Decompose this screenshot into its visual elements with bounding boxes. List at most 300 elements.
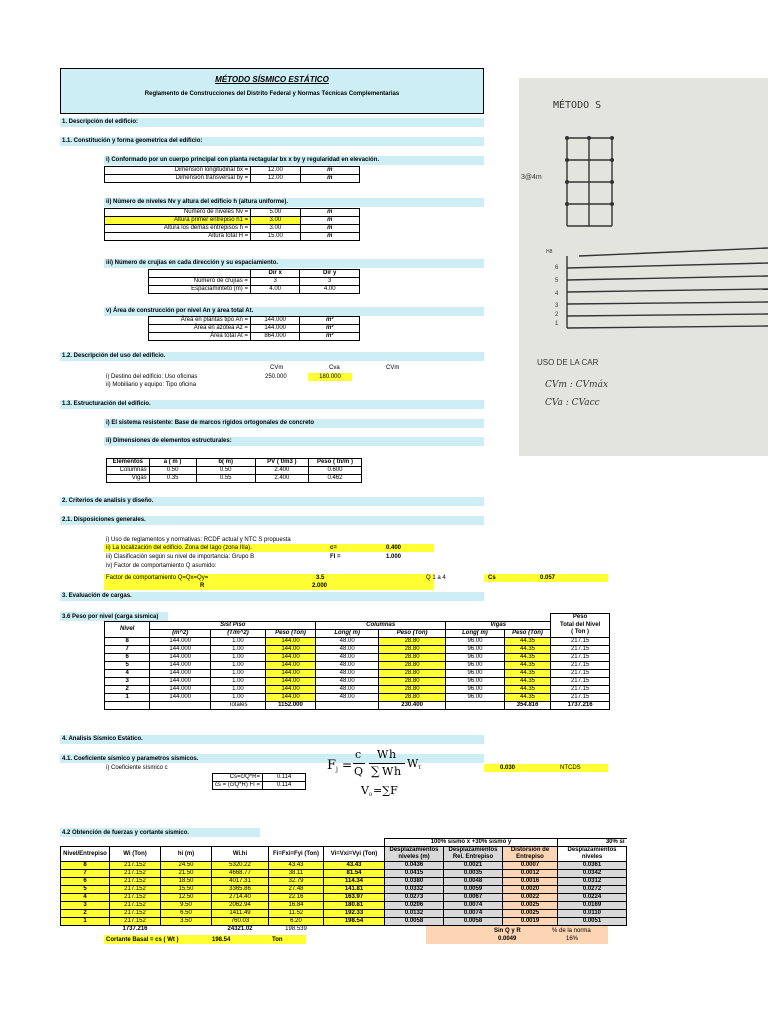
- fuerzas-cell: 3: [61, 902, 110, 910]
- elementos-table: [106, 458, 362, 483]
- elem-cell: 0.50: [149, 467, 196, 475]
- cortante-value: 198.54: [212, 937, 231, 943]
- peso-cell: 144.000: [150, 693, 211, 701]
- fuerzas-cell: 0.0019: [503, 918, 558, 926]
- peso-cell: 28.80: [379, 645, 446, 653]
- cva-value: 180.000: [308, 373, 352, 381]
- peso-cell: 217.15: [551, 677, 610, 685]
- peso-cell: 96.00: [446, 677, 505, 685]
- crujias-head: Dir y: [300, 270, 360, 278]
- table-row: [105, 693, 610, 701]
- area-value: 144.000: [250, 325, 299, 333]
- fuerzas-head-cell: hi (m): [161, 847, 212, 862]
- table-row: [149, 286, 360, 294]
- long-head: Long( m): [446, 629, 505, 637]
- fuerzas-head-cell: Wi.hi: [212, 847, 269, 862]
- section-1-2: 1.2. Descripción del uso del edificio.: [60, 352, 484, 361]
- table-row: [105, 629, 610, 637]
- table-row: [105, 669, 610, 677]
- formula-t: T: [418, 765, 422, 771]
- fuerzas-cell: 217.152: [110, 894, 161, 902]
- level-label: Numero de niveles Nv =: [105, 209, 251, 217]
- peso-cell: 96.00: [446, 653, 505, 661]
- peso-cell: 144.000: [150, 685, 211, 693]
- table-row: [105, 209, 360, 217]
- dim-label: Dimensión transversal by =: [105, 175, 251, 183]
- fuerzas-cell: 21.50: [161, 870, 212, 878]
- dim-label: Dimensión longitudinal bx =: [105, 167, 251, 175]
- fuerzas-cell: 0.0169: [558, 902, 627, 910]
- elem-cell: Columnas: [107, 467, 150, 475]
- table-row: [61, 878, 627, 886]
- peso-cell: 144.00: [265, 669, 316, 677]
- fuerzas-cell: 2: [61, 910, 110, 918]
- table-row: [105, 175, 360, 183]
- q-range: Q 1 a 4: [426, 575, 446, 581]
- elem-head: Peso ( tn/m ): [308, 459, 361, 467]
- fuerzas-head-cell: Distorsión de Entrepiso: [503, 847, 558, 862]
- elem-cell: 0.35: [149, 475, 196, 483]
- fuerzas-cell: 4: [61, 894, 110, 902]
- table-row: [213, 774, 306, 782]
- elem-head: PV ( t/m3 ): [255, 459, 308, 467]
- section-4: 4. Analisis Sísmico Estático.: [60, 735, 484, 744]
- peso-cell: 144.000: [150, 653, 211, 661]
- fuerzas-cell: 43.43: [324, 862, 385, 870]
- peso-cell: 44.35: [504, 661, 550, 669]
- area-unit: m²: [300, 325, 360, 333]
- photo-text-h8: H8: [546, 249, 553, 255]
- section-1-1-iii: iii) Número de crujías en cada dirección y su espaciamiento.: [104, 259, 484, 268]
- fuerzas-cell: 198.54: [324, 918, 385, 926]
- peso-cell: 217.15: [551, 685, 610, 693]
- fuerzas-cell: 4017.31: [212, 878, 269, 886]
- table-row: [61, 918, 627, 926]
- peso-head: Peso: [551, 614, 610, 622]
- formula-h: h: [389, 748, 397, 761]
- fuerzas-cell: 217.152: [110, 878, 161, 886]
- peso-cell: 1.00: [211, 677, 266, 685]
- table-row: [149, 333, 360, 341]
- tot-col: 230.400: [379, 701, 446, 709]
- section-4-1: 4.1. Coeficiente sísmico y parametros sísmicos.: [62, 756, 199, 762]
- nivel-head: Nivel: [105, 621, 150, 637]
- table-row: [105, 217, 360, 225]
- pesoton-head: Peso (Ton): [504, 629, 550, 637]
- fuerzas-cell: 141.81: [324, 886, 385, 894]
- fuerzas-cell: 0.0074: [444, 902, 503, 910]
- cva-head: Cva: [329, 365, 340, 371]
- fuerzas-cell: 2714.40: [212, 894, 269, 902]
- table-row: [61, 886, 627, 894]
- c-value: 0.400: [386, 545, 402, 551]
- peso-cell: 28.80: [379, 685, 446, 693]
- criterio-5: Factor de comportamiento Q=Qx=Qy=: [106, 575, 209, 581]
- sinq-value: 0.0049: [498, 936, 517, 942]
- elem-cell: 0.462: [308, 475, 361, 483]
- fuerzas-cell: 16.84: [269, 902, 324, 910]
- fuerzas-cell: 5320.22: [212, 862, 269, 870]
- formula-sum: ∑: [371, 764, 380, 778]
- table-row: [105, 661, 610, 669]
- fuerzas-cell: 0.0048: [444, 878, 503, 886]
- formula-w2: W: [382, 765, 394, 778]
- cortante-unit: Ton: [272, 937, 283, 943]
- table-row: [149, 278, 360, 286]
- cs-value: 0.057: [540, 575, 556, 581]
- dims-table: [104, 166, 360, 183]
- fuerzas-cell: 0.0132: [385, 910, 444, 918]
- fuerzas-cell: 760.03: [212, 918, 269, 926]
- fuerzas-cell: 5: [61, 886, 110, 894]
- title-box: [60, 68, 484, 114]
- photo-level-1: 1: [555, 321, 559, 327]
- photo-level-4: 4: [555, 291, 559, 297]
- elem-cell: 2.400: [255, 475, 308, 483]
- fuerzas-cell: 0.0342: [558, 870, 627, 878]
- peso-cell: 144.000: [150, 661, 211, 669]
- peso-cell: 48.00: [316, 693, 379, 701]
- fuerzas-cell: 32.79: [269, 878, 324, 886]
- photo-text-cvm: CVm : CVmáx: [545, 380, 609, 390]
- fuerzas-cell: 217.152: [110, 886, 161, 894]
- area-value: 144.000: [250, 317, 299, 325]
- peso-cell: 1: [105, 693, 150, 701]
- peso-cell: 48.00: [316, 685, 379, 693]
- coef-value: 0.030: [500, 765, 516, 771]
- peso-cell: 44.35: [504, 693, 550, 701]
- tot-wihi: 24321.02: [227, 926, 253, 932]
- table-row: [105, 677, 610, 685]
- dim-unit: m: [300, 167, 359, 175]
- peso-cell: 44.35: [504, 653, 550, 661]
- fuerzas-cell: 0.0020: [503, 886, 558, 894]
- level-value: 3.00: [251, 225, 300, 233]
- table-row: [107, 467, 362, 475]
- section-1: 1. Descripción del edificio:: [60, 118, 484, 127]
- dim-value: 12.00: [251, 175, 300, 183]
- peso-cell: 1.00: [211, 661, 266, 669]
- peso-cell: 2: [105, 685, 150, 693]
- table-row: [61, 894, 627, 902]
- photo-text-spacing: 3@4m: [521, 174, 542, 181]
- fuerzas-cell: 11.52: [269, 910, 324, 918]
- fuerzas-cell: 0.0067: [444, 894, 503, 902]
- peso-cell: 144.00: [265, 645, 316, 653]
- peso-cell: 1.00: [211, 685, 266, 693]
- fuerzas-cell: 0.0312: [558, 878, 627, 886]
- peso-cell: 217.15: [551, 661, 610, 669]
- fuerzas-head-cell: Nivel/Entrepiso: [61, 847, 110, 862]
- coef-val: 0.114: [263, 774, 306, 782]
- photo-level-5: 5: [555, 278, 559, 284]
- peso-cell: 28.80: [379, 693, 446, 701]
- fuerzas-cell: 0.0074: [444, 910, 503, 918]
- fuerzas-cell: 0.0035: [444, 870, 503, 878]
- peso-cell: 48.00: [316, 637, 379, 645]
- peso-cell: 144.000: [150, 645, 211, 653]
- peso-cell: 144.000: [150, 677, 211, 685]
- area-value: 864.000: [250, 333, 299, 341]
- fuerzas-cell: 114.34: [324, 878, 385, 886]
- peso-cell: 1.00: [211, 653, 266, 661]
- total-head: Total del Nivel: [551, 621, 610, 629]
- crujias-y: 3: [300, 278, 360, 286]
- peso-cell: 96.00: [446, 685, 505, 693]
- photo-level-2: 2: [555, 312, 559, 318]
- col-head: Columnas: [316, 621, 446, 629]
- peso-cell: 28.80: [379, 669, 446, 677]
- section-4-2: 4.2 Obtención de fuerzas y cortante sísmico.: [62, 830, 190, 836]
- fuerzas-cell: 0.0415: [385, 870, 444, 878]
- fuerzas-cell: 163.97: [324, 894, 385, 902]
- fuerzas-cell: 0.0051: [558, 918, 627, 926]
- table-row: [105, 167, 360, 175]
- c-label: c=: [330, 545, 337, 551]
- section-1-3-ii: ii) Dimensiones de elementos estructurales:: [104, 437, 484, 446]
- long-head: Long( m): [316, 629, 379, 637]
- peso-cell: 144.00: [265, 685, 316, 693]
- h100-head: 100% sismo x +30% sismo y: [385, 839, 558, 847]
- formula-sumf: =∑F: [373, 784, 398, 797]
- page-title: MÉTODO SÍSMICO ESTÁTICO: [215, 75, 329, 84]
- fuerzas-cell: 15.50: [161, 886, 212, 894]
- criterio-2: ii) La localización del edificio. Zona del lago (zona IIIa).: [106, 545, 252, 551]
- table-row: [107, 459, 362, 467]
- peso-cell: 44.35: [504, 685, 550, 693]
- level-value: 3.00: [251, 217, 300, 225]
- peso-cell: 1.00: [211, 669, 266, 677]
- m2-head: (m^2): [150, 629, 211, 637]
- table-row: [105, 233, 360, 241]
- peso-cell: 144.00: [265, 693, 316, 701]
- fuerzas-head-cell: Vi=Vxi=Vyi (Ton): [324, 847, 385, 862]
- formula-wt: W: [407, 757, 419, 770]
- fuerzas-cell: 2062.94: [212, 902, 269, 910]
- fuerzas-cell: 0.0025: [503, 902, 558, 910]
- norma-value: 16%: [566, 936, 579, 942]
- sist-head: Sist Piso: [150, 621, 316, 629]
- h30-head: 30% si: [558, 839, 627, 847]
- peso-cell: 48.00: [316, 653, 379, 661]
- q-value: 3.5: [316, 575, 325, 581]
- cs-label: Cs: [488, 575, 496, 581]
- section-2-1: 2.1. Disposiciones generales.: [60, 516, 484, 525]
- fuerzas-cell: 43.43: [269, 862, 324, 870]
- table-row: [61, 870, 627, 878]
- page-subtitle: Reglamento de Construcciones del Distrito Federal y Normas Técnicas Complementarias: [144, 91, 400, 97]
- level-unit: m: [300, 217, 359, 225]
- peso-cell: 7: [105, 645, 150, 653]
- peso-cell: 144.00: [265, 653, 316, 661]
- fuerzas-cell: 3.50: [161, 918, 212, 926]
- fuerzas-cell: 18.50: [161, 878, 212, 886]
- section-1-3-i: i) El sistema resistente: Base de marcos rígidos ortogonales de concreto: [104, 419, 484, 428]
- fuerzas-cell: 24.50: [161, 862, 212, 870]
- fuerzas-cell: 1: [61, 918, 110, 926]
- section-1-1: 1.1. Constitución y forma geometrica del edificio:: [60, 137, 484, 146]
- cortante-label: Cortante Basal = cs ( Wt ): [106, 937, 179, 943]
- fuerzas-head-cell: Desplazamientos niveles (m): [385, 847, 444, 862]
- peso-cell: 217.15: [551, 645, 610, 653]
- peso-cell: 48.00: [316, 669, 379, 677]
- section-1-1-v: v) Área de construcción por nivel An y área total At.: [104, 307, 484, 316]
- crujias-label: Número de crujías =: [149, 278, 251, 286]
- peso-cell: 144.00: [265, 637, 316, 645]
- fuerzas-cell: 8: [61, 862, 110, 870]
- elem-head: Elementos: [107, 459, 150, 467]
- crujias-label: Espaciaminteto (m) =: [149, 286, 251, 294]
- totales-label: Totales: [211, 701, 266, 709]
- fuerzas-cell: 217.152: [110, 910, 161, 918]
- table-row: [107, 475, 362, 483]
- formula-q: Q: [354, 765, 364, 778]
- formula-bar: [353, 763, 365, 764]
- fuerzas-cell: 217.152: [110, 902, 161, 910]
- peso-cell: 48.00: [316, 645, 379, 653]
- formula-c: c: [355, 748, 362, 761]
- level-label: Altura los demás entrepisos h =: [105, 225, 251, 233]
- fuerzas-cell: 0.0436: [385, 862, 444, 870]
- peso-cell: 1.00: [211, 693, 266, 701]
- formula-sub-j: j: [336, 766, 338, 773]
- formula-v0: V: [361, 784, 369, 797]
- elem-cell: Vigas: [107, 475, 150, 483]
- elem-cell: 2.400: [255, 467, 308, 475]
- coef-line: i) Coeficiente sísmico c: [106, 765, 168, 771]
- peso-cell: 6: [105, 653, 150, 661]
- photo-level-3: 3: [555, 303, 559, 309]
- peso-table: [104, 613, 610, 710]
- formula-fj: [327, 746, 467, 806]
- peso-cell: 217.15: [551, 653, 610, 661]
- destino-text: i) Destino del edificio: Uso oficinas: [106, 374, 198, 380]
- fuerzas-cell: 192.33: [324, 910, 385, 918]
- fuerzas-cell: 0.0058: [444, 918, 503, 926]
- table-row: [105, 701, 610, 709]
- coef-table: [212, 773, 306, 790]
- norma-label: % de la norma: [552, 928, 591, 934]
- fuerzas-cell: 27.48: [269, 886, 324, 894]
- fi-value: 1.000: [386, 554, 402, 560]
- level-unit: m: [300, 233, 359, 241]
- coef-label: cs = (c/Q*R) FI =: [213, 782, 263, 790]
- level-unit: m: [300, 225, 359, 233]
- photo-text-title: MÉTODO S: [553, 100, 602, 111]
- peso-cell: 96.00: [446, 661, 505, 669]
- peso-cell: 28.80: [379, 661, 446, 669]
- peso-cell: 28.80: [379, 677, 446, 685]
- table-row: [213, 782, 306, 790]
- peso-cell: 144.000: [150, 669, 211, 677]
- peso-cell: 1.00: [211, 645, 266, 653]
- table-row: [105, 614, 610, 622]
- peso-cell: 4: [105, 669, 150, 677]
- peso-cell: 8: [105, 637, 150, 645]
- peso-cell: 144.00: [265, 661, 316, 669]
- photo-text-uso: USO DE LA CAR: [537, 358, 599, 367]
- fuerzas-cell: 0.0110: [558, 910, 627, 918]
- fuerzas-cell: 0.0273: [385, 894, 444, 902]
- fuerzas-cell: 38.11: [269, 870, 324, 878]
- fuerzas-cell: 217.152: [110, 918, 161, 926]
- fuerzas-cell: 0.0380: [385, 878, 444, 886]
- formula-w: W: [377, 748, 389, 761]
- r-label: R: [200, 583, 205, 589]
- crujias-x: 4.00: [250, 286, 299, 294]
- fuerzas-cell: 0.0206: [385, 902, 444, 910]
- peso-cell: 5: [105, 661, 150, 669]
- peso-cell: 44.35: [504, 677, 550, 685]
- table-row: [61, 910, 627, 918]
- elem-head: a ( m ): [149, 459, 196, 467]
- coef-label: Cs=c/Q*R=: [213, 774, 263, 782]
- table-row: [105, 621, 610, 629]
- pesoton-head: Peso (Ton): [379, 629, 446, 637]
- table-row: [105, 645, 610, 653]
- coef-val: 0.114: [263, 782, 306, 790]
- fuerzas-cell: 4668.77: [212, 870, 269, 878]
- section-1-1-ii: ii) Número de niveles Nv y altura del edificio h (altura uniforme).: [104, 198, 484, 207]
- level-label: Altura total H =: [105, 233, 251, 241]
- elem-cell: 0.600: [308, 467, 361, 475]
- area-unit: m²: [300, 317, 360, 325]
- section-3-6: 3.6 Peso por nivel (carga sismica): [62, 614, 159, 620]
- peso-cell: 44.35: [504, 645, 550, 653]
- level-unit: m: [300, 209, 359, 217]
- fuerzas-cell: 0.0007: [503, 862, 558, 870]
- fuerzas-cell: 9.50: [161, 902, 212, 910]
- tm2-head: (T/m^2): [211, 629, 266, 637]
- peso-cell: 96.00: [446, 669, 505, 677]
- peso-cell: 217.15: [551, 669, 610, 677]
- fuerzas-head-cell: Desplazamientos Rel. Entrepiso: [444, 847, 503, 862]
- section-1-1-i: i) Conformado por un cuerpo principal con planta rectagular bx x by y regularidad en elevación.: [104, 156, 484, 165]
- fuerzas-cell: 6.20: [269, 918, 324, 926]
- crujias-table: [148, 269, 360, 294]
- peso-cell: 96.00: [446, 637, 505, 645]
- fuerzas-cell: 0.0332: [385, 886, 444, 894]
- fuerzas-cell: 3365.86: [212, 886, 269, 894]
- mobiliario-text: ii) Mobiliario y equipo: Tipo oficina: [106, 382, 197, 388]
- section-3: 3. Evaluación de cargas.: [60, 592, 484, 601]
- crujias-y: 4.00: [300, 286, 360, 294]
- section-2: 2. Criterios de analisis y diseño.: [60, 497, 484, 506]
- fuerzas-cell: 6: [61, 878, 110, 886]
- photo-text-cva: CVa : CVacc: [545, 398, 600, 408]
- ton-head: ( Ton ): [551, 629, 610, 637]
- fuerzas-head-cell: Fi=Fxi=Fyi (Ton): [269, 847, 324, 862]
- table-row: [105, 685, 610, 693]
- table-row: [61, 862, 627, 870]
- area-label: Área en plantas tipo An =: [149, 317, 251, 325]
- crujias-head: [149, 270, 251, 278]
- dim-value: 12.00: [251, 167, 300, 175]
- tot-fi: 198.539: [285, 926, 307, 932]
- area-label: Área en azotea Az =: [149, 325, 251, 333]
- criterio-3: iii) Clasificación según su nivel de importancia: Grupo B: [106, 554, 255, 560]
- peso-cell: 217.15: [551, 693, 610, 701]
- peso-cell: 48.00: [316, 677, 379, 685]
- fuerzas-cell: 180.81: [324, 902, 385, 910]
- criterio-1: i) Uso de reglamentos y normativas: RCDF actual y NTC S propuesta: [106, 537, 291, 543]
- peso-cell: 28.80: [379, 653, 446, 661]
- fuerzas-cell: 0.0012: [503, 870, 558, 878]
- fuerzas-cell: 0.0021: [444, 862, 503, 870]
- fuerzas-cell: 22.16: [269, 894, 324, 902]
- fi-label: FI =: [330, 554, 341, 560]
- cvm2-head: CVm: [386, 365, 400, 371]
